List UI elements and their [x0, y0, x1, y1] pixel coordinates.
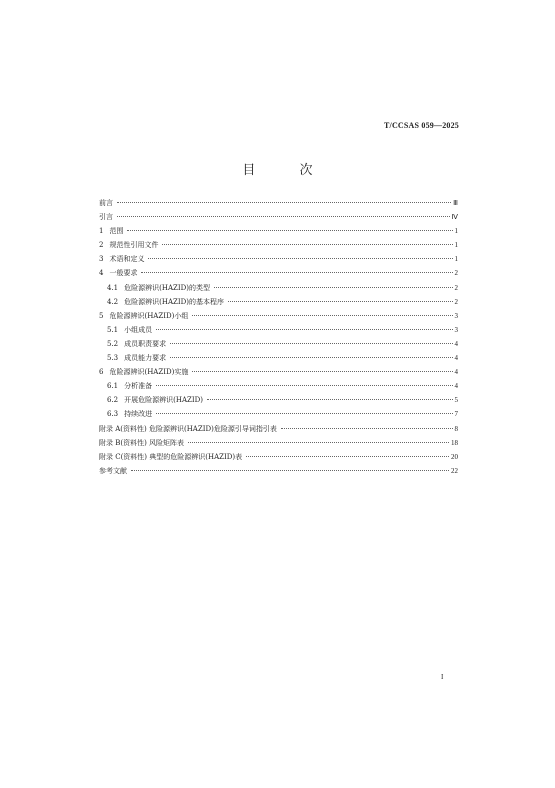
toc-leader-dots: [156, 413, 452, 414]
toc-entry-label: 危险源辨识(HAZID)的基本程序: [124, 297, 225, 306]
toc-entry-label: 开展危险源辨识(HAZID): [124, 396, 204, 405]
toc-entry[interactable]: [99, 240, 458, 254]
toc-entry-label: 一般要求: [109, 269, 138, 278]
toc-entry-page: Ⅲ: [453, 199, 458, 207]
toc-entry-label: 附录 C(资料性) 典型的危险源辨识(HAZID)表: [99, 452, 243, 461]
toc-leader-dots: [148, 258, 452, 259]
toc-entry-page: 1: [454, 241, 458, 250]
toc-entry-page: 2: [454, 297, 458, 306]
toc-entry-page: 3: [454, 311, 458, 320]
standard-code: T/CCSAS 059—2025: [384, 121, 459, 130]
toc-entry-number: 6.1: [107, 382, 119, 391]
toc-entry-page: 2: [454, 269, 458, 278]
toc-entry-number: 1: [99, 227, 104, 236]
toc-entry-number: 5: [99, 311, 104, 320]
toc-entry-page: 4: [454, 368, 458, 377]
toc-entry[interactable]: [99, 212, 458, 226]
toc-entry-label: 持续改进: [124, 410, 153, 419]
toc-entry[interactable]: [99, 283, 458, 297]
toc-entry-label: 前言: [99, 199, 113, 207]
toc-entry[interactable]: [99, 353, 458, 367]
toc-entry-number: 6.3: [107, 410, 119, 419]
toc-leader-dots: [192, 371, 452, 372]
toc-entry-number: 4.1: [107, 283, 119, 292]
toc-leader-dots: [141, 272, 452, 273]
toc-entry-page: 1: [454, 227, 458, 236]
toc-entry[interactable]: [99, 339, 458, 353]
toc-entry[interactable]: [99, 311, 458, 325]
toc-entry-label: 术语和定义: [109, 255, 145, 264]
toc-entry[interactable]: [99, 466, 458, 480]
toc-entry[interactable]: [99, 268, 458, 282]
toc-entry-label: 分析准备: [124, 382, 153, 391]
toc-entry-number: 6: [99, 368, 104, 377]
toc-entry-label: 小组成员: [124, 325, 153, 334]
toc-entry-page: 22: [451, 466, 458, 475]
toc-entry-number: 4: [99, 269, 104, 278]
toc-leader-dots: [228, 301, 452, 302]
toc-leader-dots: [127, 230, 452, 231]
toc-entry-label: 危险源辨识(HAZID)小组: [109, 311, 189, 320]
toc-leader-dots: [188, 442, 449, 443]
toc-leader-dots: [156, 385, 452, 386]
toc-entry-page: 4: [454, 354, 458, 363]
toc-leader-dots: [117, 202, 451, 203]
toc-entry-page: 3: [454, 325, 458, 334]
toc-entry-page: Ⅳ: [451, 213, 458, 222]
toc-leader-dots: [156, 329, 452, 330]
toc-entry[interactable]: [99, 325, 458, 339]
toc-leader-dots: [246, 456, 449, 457]
toc-entry-page: 4: [454, 382, 458, 391]
toc-entry-number: 3: [99, 255, 104, 264]
toc-entry-label: 引言: [99, 213, 113, 222]
toc-entry-number: 6.2: [107, 396, 119, 405]
toc-entry[interactable]: [99, 395, 458, 409]
toc-leader-dots: [162, 244, 452, 245]
toc-entry-number: 4.2: [107, 297, 119, 306]
toc-entry-page: 20: [451, 452, 458, 461]
toc-entry[interactable]: [99, 198, 458, 212]
toc-entry-label: 危险源辨识(HAZID)的类型: [124, 283, 211, 292]
toc-entry-label: 成员职责要求: [124, 339, 167, 348]
toc-entry[interactable]: [99, 452, 458, 466]
toc-entry-label: 附录 A(资料性) 危险源辨识(HAZID)危险源引导词指引表: [99, 424, 277, 433]
toc-entry[interactable]: [99, 438, 458, 452]
toc-entry-number: 5.1: [107, 325, 119, 334]
toc-entry[interactable]: [99, 381, 458, 395]
toc-leader-dots: [170, 357, 452, 358]
toc-entry[interactable]: [99, 254, 458, 268]
toc-entry[interactable]: [99, 367, 458, 381]
toc-leader-dots: [170, 343, 452, 344]
toc-entry-label: 参考文献: [99, 466, 127, 475]
page-number: I: [441, 673, 444, 681]
toc-entry-page: 2: [454, 283, 458, 292]
toc-entry-label: 附录 B(资料性) 风险矩阵表: [99, 438, 185, 447]
toc-entry-label: 范围: [109, 227, 124, 236]
toc-entry-label: 规范性引用文件: [109, 241, 159, 250]
toc-entry-label: 危险源辨识(HAZID)实施: [109, 368, 189, 377]
toc-entry-number: 5.3: [107, 354, 119, 363]
toc-entry-page: 7: [454, 410, 458, 419]
toc-entry-number: 5.2: [107, 339, 119, 348]
toc-leader-dots: [214, 287, 452, 288]
toc-entry-page: 8: [454, 424, 458, 433]
toc-entry-page: 5: [454, 396, 458, 405]
toc-entry-number: 2: [99, 241, 104, 250]
toc-leader-dots: [131, 470, 449, 471]
toc-entry-page: 4: [454, 339, 458, 348]
toc-leader-dots: [207, 399, 452, 400]
toc-leader-dots: [192, 315, 452, 316]
toc-entry[interactable]: [99, 424, 458, 438]
table-of-contents: [99, 198, 458, 480]
toc-entry[interactable]: [99, 409, 458, 423]
toc-entry[interactable]: [99, 297, 458, 311]
toc-leader-dots: [117, 216, 450, 217]
toc-title: 目 次: [242, 163, 333, 178]
toc-entry-label: 成员能力要求: [124, 354, 167, 363]
toc-leader-dots: [281, 428, 453, 429]
toc-entry[interactable]: [99, 226, 458, 240]
toc-entry-page: 18: [451, 438, 458, 447]
toc-entry-page: 1: [454, 255, 458, 264]
